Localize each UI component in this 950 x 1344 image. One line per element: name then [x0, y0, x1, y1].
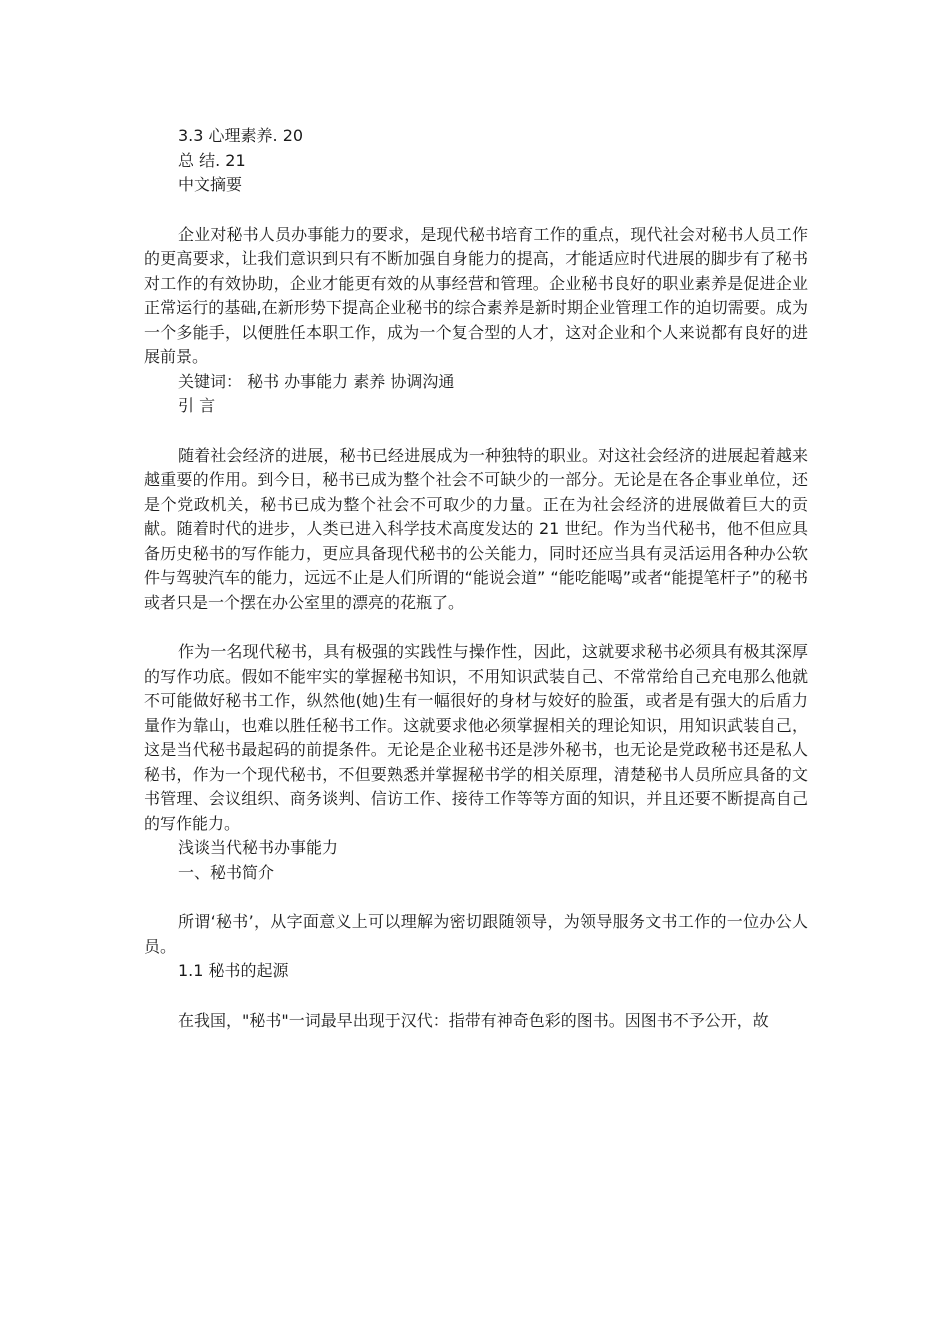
intro-paragraph-2: 作为一名现代秘书，具有极强的实践性与操作性，因此，这就要求秘书必须具有极其深厚的写作功底。假如不能牢实的掌握秘书知识，不用知识武装自己、不常常给自己充电那么他就不可能做好秘书工作，纵然他(她)生有一幅很好的身材与姣好的脸蛋，或者是有强大的后盾力量作为靠山，也难以胜任秘书工作。这就要求他必须掌握相关的理论知识，用知识武装自己，这是当代秘书最起码的前提条件。无论是企业秘书还是涉外秘书，也无论是党政秘书还是私人秘书，作为一个现代秘书，不但要熟悉并掌握秘书学的相关原理，清楚秘书人员所应具备的文书管理、会议组织、商务谈判、信访工作、接待工作等等方面的知识，并且还要不断提高自己的写作能力。 — [144, 642, 808, 833]
abstract-body: 企业对秘书人员办事能力的要求，是现代秘书培育工作的重点，现代社会对秘书人员工作的更高要求，让我们意识到只有不断加强自身能力的提高，才能适应时代进展的脚步有了秘书对工作的有效协助，企业才能更有效的从事经营和管理。企业秘书良好的职业素养是促进企业正常运行的基础,在新形势下提高企业秘书的综合素养是新时期企业管理工作的迫切需要。成为一个多能手，以便胜任本职工作，成为一个复合型的人才，这对企业和个人来说都有良好的进展前景。 — [144, 224, 808, 366]
subsection-1-1-body: 在我国，"秘书"一词最早出现于汉代：指带有神奇色彩的图书。因图书不予公开，故 — [178, 1010, 769, 1030]
intro-heading: 引 言 — [178, 396, 216, 415]
subsection-1-1-heading: 1.1 秘书的起源 — [178, 961, 289, 980]
keywords-line: 关键词： 秘书 办事能力 素养 协调沟通 — [178, 371, 455, 391]
section-1-body: 所谓‘秘书’，从字面意义上可以理解为密切跟随领导，为领导服务文书工作的一位办公人员。 — [144, 912, 808, 956]
toc-line-3-3: 3.3 心理素养. 20 — [178, 126, 304, 145]
document-content — [144, 124, 808, 1033]
toc-line-summary: 总 结. 21 — [178, 150, 246, 170]
main-title: 浅谈当代秘书办事能力 — [178, 838, 339, 857]
section-1-heading: 一、秘书简介 — [178, 862, 275, 882]
abstract-heading: 中文摘要 — [178, 175, 243, 194]
intro-paragraph-1: 随着社会经济的进展，秘书已经进展成为一种独特的职业。对这社会经济的进展起着越来越重要的作用。到今日，秘书已成为整个社会不可缺少的一部分。无论是在各企事业单位，还是个党政机关，秘书已成为整个社会不可取少的力量。正在为社会经济的进展做着巨大的贡献。随着时代的进步，人类已进入科学技术高度发达的 21 世纪。作为当代秘书，他不但应具备历史秘书的写作能力，更应具备现代秘书的公关能力，同时还应当具有灵活运用各种办公软件与驾驶汽车的能力，远远不止是人们所谓的“能说会道” “能吃能喝”或者“能提笔杆子”的秘书或者只是一个摆在办公室里的漂亮的花瓶了。 — [144, 445, 808, 612]
